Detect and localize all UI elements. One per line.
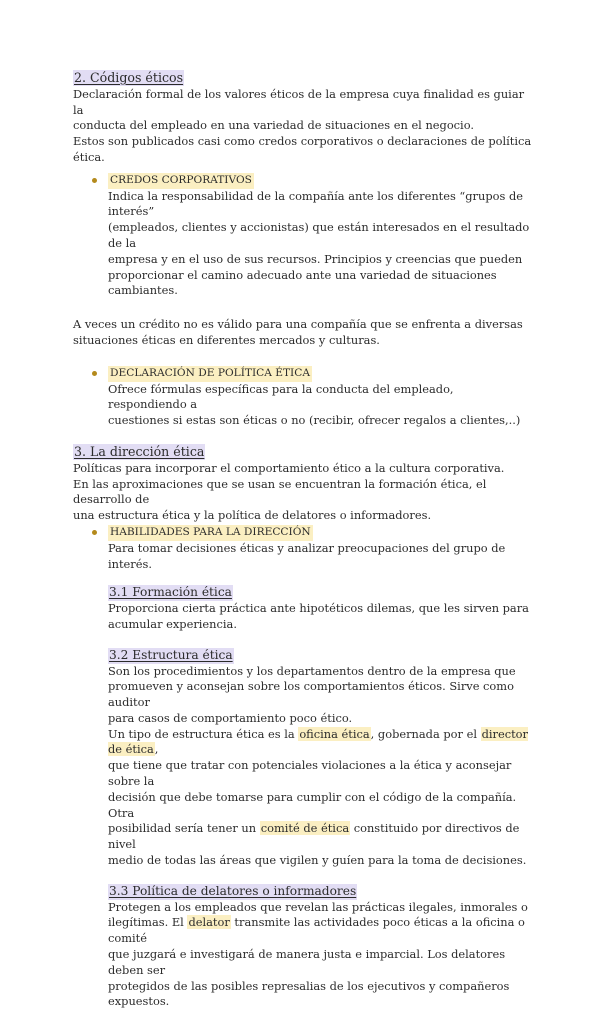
document-page bbox=[73, 70, 533, 1010]
text-line: acumular experiencia. bbox=[108, 616, 237, 631]
text-line: Protegen a los empleados que revelan las prácticas ilegales, inmorales o bbox=[108, 899, 528, 914]
section-2-title: 2. Códigos éticos bbox=[74, 70, 184, 85]
bullet-label: DECLARACIÓN DE POLÍTICA ÉTICA bbox=[108, 366, 312, 382]
text-line: empresa y en el uso de sus recursos. Principios y creencias que pueden bbox=[108, 251, 523, 266]
text-line: Proporciona cierta práctica ante hipotéticos dilemas, que les sirven para bbox=[108, 601, 529, 616]
subsection-title: 3.1 Formación ética bbox=[109, 585, 232, 600]
text-line: que juzgará e investigará de manera justa e imparcial. Los delatores deben ser bbox=[108, 947, 506, 977]
text-line: conducta del empleado en una variedad de situaciones en el negocio. bbox=[73, 118, 474, 133]
bullet-label: CREDOS CORPORATIVOS bbox=[108, 173, 254, 189]
text-line: A veces un crédito no es válido para una compañía que se enfrenta a diversas bbox=[73, 317, 523, 332]
text-line: proporcionar el camino adecuado ante una variedad de situaciones cambiantes. bbox=[108, 267, 497, 298]
text-line: (empleados, clientes y accionistas) que están interesados en el resultado de la bbox=[108, 220, 530, 250]
text-line: medio de todas las áreas que vigilen y guíen para la toma de decisiones. bbox=[108, 853, 527, 868]
text-line: Ofrece fórmulas específicas para la conducta del empleado, respondiendo a bbox=[108, 381, 454, 412]
section-3-intro bbox=[73, 461, 533, 524]
text-line: Para tomar decisiones éticas y analizar preocupaciones del grupo de interés. bbox=[108, 540, 506, 571]
subsection-3-1 bbox=[73, 585, 533, 632]
text-span: transmite las actividades poco éticas a la oficina o comité bbox=[108, 915, 525, 946]
bullet-declaracion bbox=[73, 365, 533, 429]
text-line: que tiene que tratar con potenciales violaciones a la ética y aconsejar sobre la bbox=[108, 758, 512, 789]
text-line bbox=[108, 915, 533, 947]
bullet-icon bbox=[92, 371, 97, 376]
bullet-credos bbox=[73, 172, 533, 299]
text-line: promueven y aconsejan sobre los comportamientos éticos. Sirve como auditor bbox=[108, 679, 514, 710]
term-delator: delator bbox=[188, 915, 230, 930]
text-line: Son los procedimientos y los departamentos dentro de la empresa que bbox=[108, 663, 516, 678]
text-line: situaciones éticas en diferentes mercados y culturas. bbox=[73, 332, 380, 347]
text-span: Un tipo de estructura ética es la bbox=[108, 726, 299, 741]
text-span: ilegítimas. El bbox=[108, 915, 188, 930]
text-line: una estructura ética y la política de delatores o informadores. bbox=[73, 508, 432, 523]
subsection-3-2 bbox=[73, 648, 533, 869]
text-line: En las aproximaciones que se usan se encuentran la formación ética, el desarrollo de bbox=[73, 476, 487, 507]
text-line: Indica la responsabilidad de la compañía ante los diferentes “grupos de interés” bbox=[108, 188, 523, 219]
bullet-icon bbox=[92, 530, 97, 535]
subsection-3-3 bbox=[73, 884, 533, 1010]
text-line bbox=[108, 821, 533, 853]
text-line: Estos son publicados casi como credos corporativos o declaraciones de política ética. bbox=[73, 134, 532, 164]
text-line: protegidos de las posibles represalias de los ejecutivos y compañeros expuestos. bbox=[108, 978, 510, 1009]
bullet-habilidades bbox=[73, 524, 533, 572]
text-line: para casos de comportamiento poco ético. bbox=[108, 710, 353, 725]
term-director-etica: director de ética bbox=[108, 726, 528, 757]
term-comite-etica: comité de ética bbox=[260, 821, 350, 836]
subsection-title: 3.3 Política de delatores o informadores bbox=[109, 883, 357, 898]
bullet-label: HABILIDADES PARA LA DIRECCIÓN bbox=[108, 525, 313, 541]
subsection-title: 3.2 Estructura ética bbox=[109, 647, 233, 662]
section-2-note bbox=[73, 317, 533, 349]
text-span: posibilidad sería tener un bbox=[108, 821, 260, 836]
term-oficina-etica: oficina ética bbox=[299, 726, 370, 741]
text-span: , bbox=[154, 742, 159, 757]
section-2-intro bbox=[73, 87, 533, 166]
text-line: Políticas para incorporar el comportamiento ético a la cultura corporativa. bbox=[73, 460, 505, 475]
text-line: cuestiones si estas son éticas o no (recibir, ofrecer regalos a clientes,..) bbox=[108, 413, 521, 428]
text-span: constituido por directivos de nivel bbox=[108, 821, 520, 852]
bullet-icon bbox=[92, 178, 97, 183]
text-line: decisión que debe tomarse para cumplir con el código de la compañía. Otra bbox=[108, 789, 517, 820]
text-line: Declaración formal de los valores éticos de la empresa cuya finalidad es guiar la bbox=[73, 86, 525, 117]
text-line bbox=[108, 727, 533, 759]
section-3-title: 3. La dirección ética bbox=[74, 443, 205, 459]
text-span: , gobernada por el bbox=[370, 726, 481, 741]
